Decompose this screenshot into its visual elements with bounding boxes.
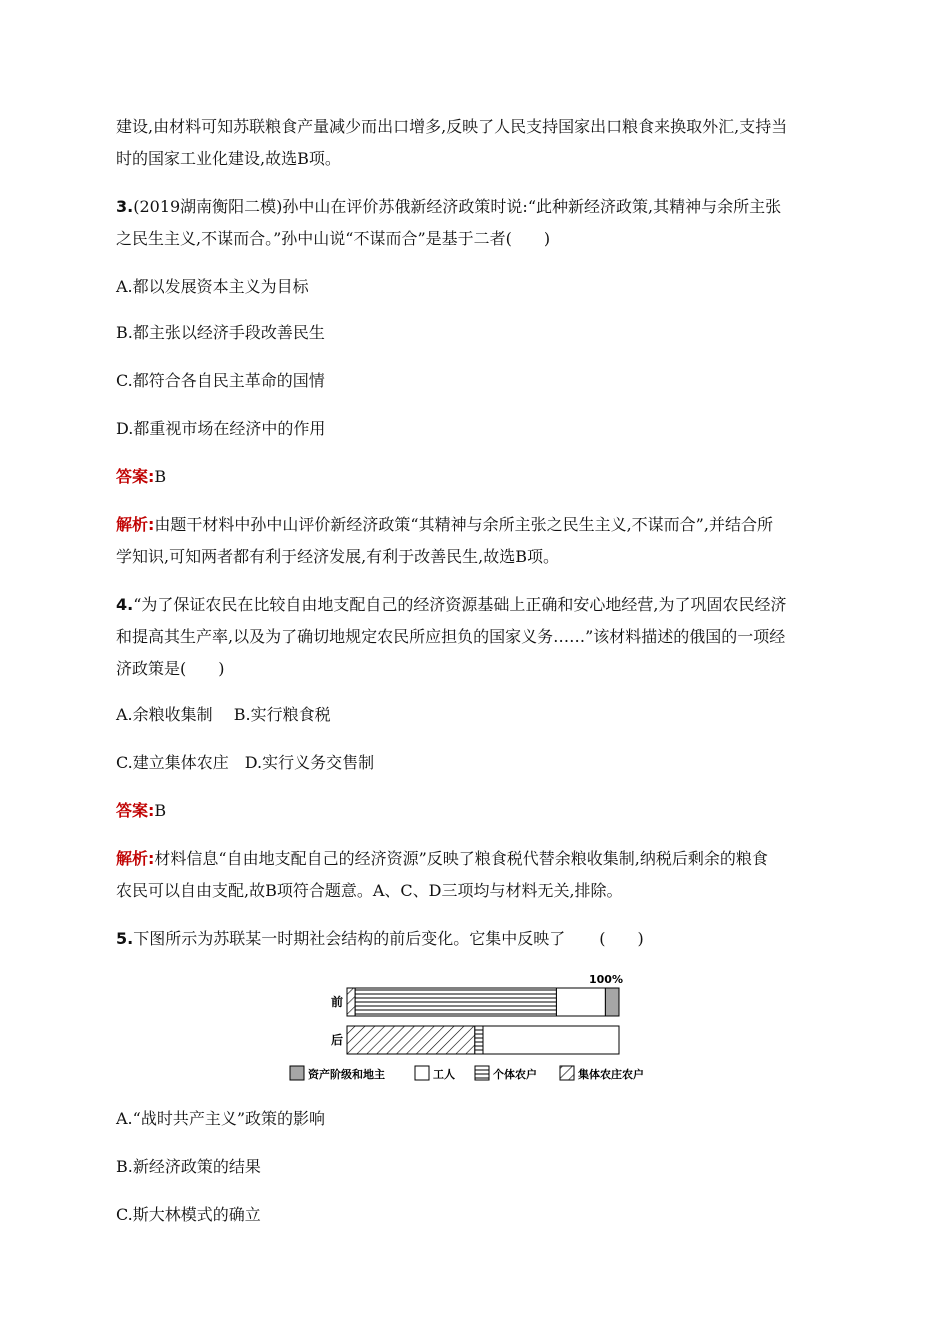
q4-analysis-line-1 <box>116 848 768 870</box>
category-label-0: 前 <box>330 995 343 1009</box>
legend-label-2: 个体农户 <box>493 1068 537 1081</box>
legend-label-3: 集体农庄农户 <box>578 1068 644 1081</box>
social-structure-chart <box>284 968 674 1088</box>
q4-analysis-label: 解析: <box>116 849 155 868</box>
q4-stem-line-3: 济政策是( ) <box>116 659 225 678</box>
q4-number: 4. <box>116 595 134 614</box>
legend-swatch-0 <box>290 1066 304 1080</box>
legend-swatch-2 <box>475 1066 489 1080</box>
q4-stem-line-1 <box>116 594 787 616</box>
top-label-100: 100% <box>589 973 623 986</box>
bar-segment-0-1 <box>556 988 605 1016</box>
q5-stem-text: 下图所示为苏联某一时期社会结构的前后变化。它集中反映了 <box>133 929 566 948</box>
q3-answer-value: B <box>154 467 167 486</box>
category-label-1: 后 <box>330 1033 343 1047</box>
q3-analysis-line-2: 学知识,可知两者都有利于经济发展,有利于改善民生,故选B项。 <box>116 547 560 566</box>
q4-analysis-text-1: 材料信息“自由地支配自己的经济资源”反映了粮食税代替余粮收集制,纳税后剩余的粮食 <box>154 849 768 868</box>
q3-option-a: A.都以发展资本主义为目标 <box>116 277 309 296</box>
q4-stem-line-2: 和提高其生产率,以及为了确切地规定农民所应担负的国家义务……”该材料描述的俄国的一项经 <box>116 627 786 646</box>
q5-answer-bracket: ( ) <box>599 929 644 948</box>
q4-answer <box>116 800 166 822</box>
q4-answer-value: B <box>154 801 167 820</box>
bar-segment-1-2 <box>475 1026 483 1054</box>
bar-segment-0-2 <box>355 988 556 1016</box>
q5-number: 5. <box>116 929 134 948</box>
q3-option-d: D.都重视市场在经济中的作用 <box>116 419 326 438</box>
q3-answer-label: 答案: <box>116 467 155 486</box>
q5-option-a: A.“战时共产主义”政策的影响 <box>116 1109 326 1128</box>
legend-swatch-3 <box>560 1066 574 1080</box>
bar-segment-0-3 <box>347 988 355 1016</box>
bar-segment-0-0 <box>605 988 619 1016</box>
q3-analysis-line-1 <box>116 514 773 536</box>
q3-analysis-label: 解析: <box>116 515 155 534</box>
q3-stem-line-2: 之民生主义,不谋而合。”孙中山说“不谋而合”是基于二者( ) <box>116 229 551 248</box>
q3-number: 3. <box>116 197 134 216</box>
social-structure-chart-svg <box>284 968 674 1088</box>
q3-stem-text-1: (2019湖南衡阳二模)孙中山在评价苏俄新经济政策时说:“此种新经济政策,其精神与余所主张 <box>133 197 782 216</box>
q5-option-b: B.新经济政策的结果 <box>116 1157 261 1176</box>
q4-options-cd: C.建立集体农庄 D.实行义务交售制 <box>116 753 375 772</box>
legend-label-1: 工人 <box>433 1068 455 1081</box>
q2-analysis-line-2: 时的国家工业化建设,故选B项。 <box>116 149 341 168</box>
q3-option-b: B.都主张以经济手段改善民生 <box>116 323 325 342</box>
q5-option-c: C.斯大林模式的确立 <box>116 1205 261 1224</box>
bar-segment-1-3 <box>347 1026 475 1054</box>
q3-analysis-text-1: 由题干材料中孙中山评价新经济政策“其精神与余所主张之民生主义,不谋而合”,并结合所 <box>154 515 773 534</box>
q3-option-c: C.都符合各自民主革命的国情 <box>116 371 325 390</box>
legend-swatch-1 <box>415 1066 429 1080</box>
q4-options-ab: A.余粮收集制 B.实行粮食税 <box>116 705 331 724</box>
q4-answer-label: 答案: <box>116 801 155 820</box>
q3-stem-line-1 <box>116 196 781 218</box>
q5-stem <box>116 928 644 950</box>
q3-answer <box>116 466 166 488</box>
bar-segment-1-1 <box>483 1026 619 1054</box>
legend-label-0: 资产阶级和地主 <box>308 1068 385 1081</box>
q4-stem-text-1: “为了保证农民在比较自由地支配自己的经济资源基础上正确和安心地经营,为了巩固农民经济 <box>133 595 787 614</box>
q2-analysis-line-1: 建设,由材料可知苏联粮食产量减少而出口增多,反映了人民支持国家出口粮食来换取外汇,支持当 <box>116 117 788 136</box>
q4-analysis-line-2: 农民可以自由支配,故B项符合题意。A、C、D三项均与材料无关,排除。 <box>116 881 623 900</box>
